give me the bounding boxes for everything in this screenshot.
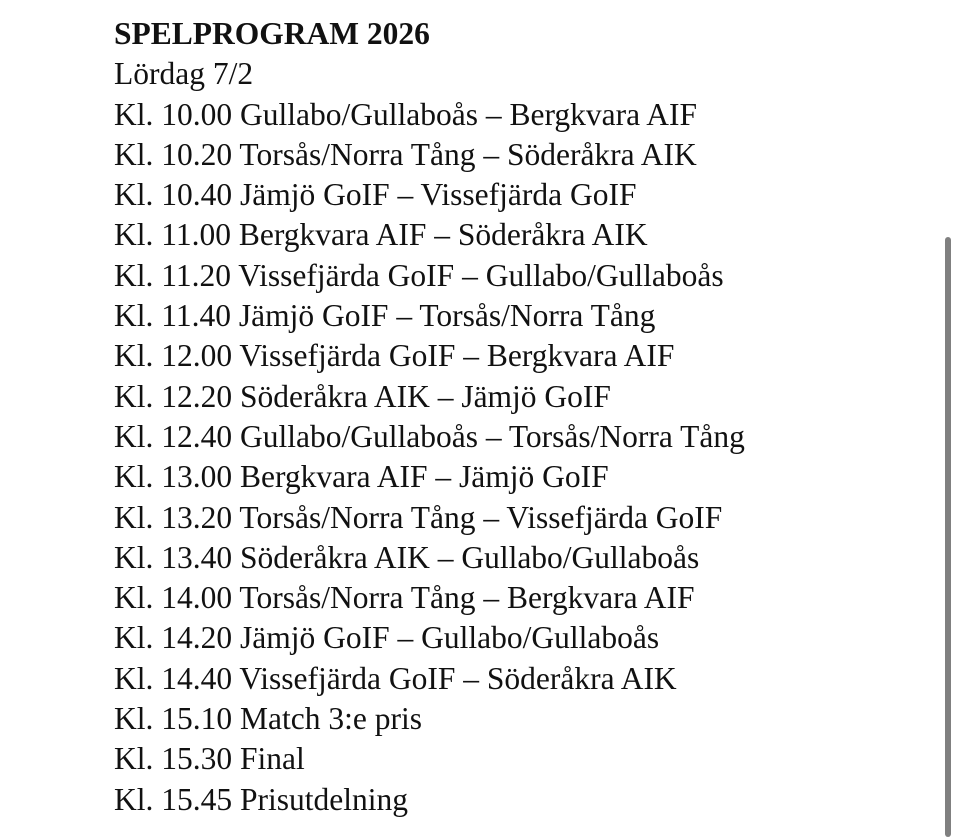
schedule-item: Kl. 15.30 Final: [114, 741, 305, 777]
vertical-scrollbar[interactable]: [945, 237, 951, 837]
schedule-item: Kl. 14.00 Torsås/Norra Tång – Bergkvara AIF: [114, 580, 695, 616]
schedule-item: Kl. 13.00 Bergkvara AIF – Jämjö GoIF: [114, 459, 609, 495]
schedule-list: [114, 95, 745, 820]
schedule-item: Kl. 13.20 Torsås/Norra Tång – Vissefjärda GoIF: [114, 499, 723, 535]
schedule-item: Kl. 12.40 Gullabo/Gullaboås – Torsås/Norra Tång: [114, 418, 745, 454]
schedule-item: Kl. 11.00 Bergkvara AIF – Söderåkra AIK: [114, 217, 648, 253]
schedule-item: Kl. 15.10 Match 3:e pris: [114, 701, 422, 737]
schedule-item: Kl. 13.40 Söderåkra AIK – Gullabo/Gullaboås: [114, 539, 700, 575]
schedule-item: Kl. 11.20 Vissefjärda GoIF – Gullabo/Gullaboås: [114, 257, 724, 293]
document-title: SPELPROGRAM 2026: [114, 16, 430, 51]
schedule-item: Kl. 14.20 Jämjö GoIF – Gullabo/Gullaboås: [114, 620, 660, 656]
schedule-item: Kl. 12.20 Söderåkra AIK – Jämjö GoIF: [114, 378, 611, 414]
document-date: Lördag 7/2: [114, 56, 254, 92]
schedule-item: Kl. 14.40 Vissefjärda GoIF – Söderåkra AIK: [114, 660, 677, 696]
schedule-item: Kl. 12.00 Vissefjärda GoIF – Bergkvara AIF: [114, 338, 675, 374]
schedule-item: Kl. 10.20 Torsås/Norra Tång – Söderåkra AIK: [114, 136, 697, 172]
schedule-document: [114, 14, 745, 820]
schedule-item: Kl. 10.00 Gullabo/Gullaboås – Bergkvara AIF: [114, 96, 697, 132]
schedule-item: Kl. 11.40 Jämjö GoIF – Torsås/Norra Tång: [114, 298, 656, 334]
schedule-item: Kl. 10.40 Jämjö GoIF – Vissefjärda GoIF: [114, 177, 637, 213]
schedule-item: Kl. 15.45 Prisutdelning: [114, 781, 409, 817]
